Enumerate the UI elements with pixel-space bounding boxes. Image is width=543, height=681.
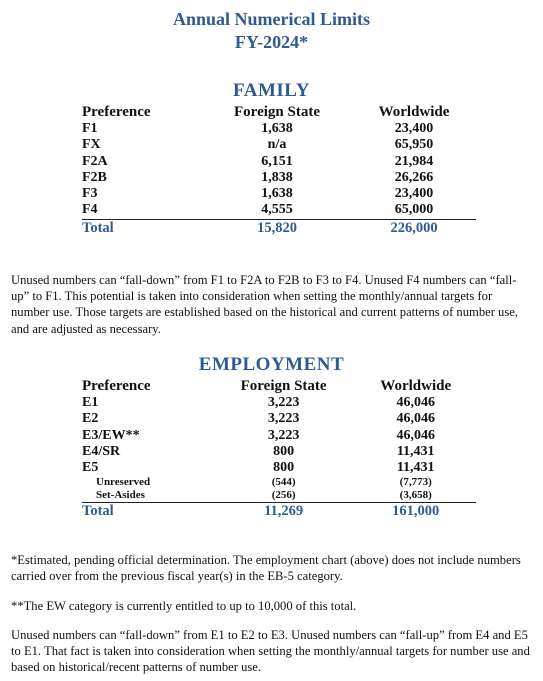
- subrow-foreign-state: (256): [212, 489, 356, 503]
- table-row: [82, 444, 476, 460]
- foreign-state-cell: 3,223: [267, 411, 300, 427]
- column-header: Worldwide: [380, 378, 452, 394]
- table-row: [82, 137, 476, 153]
- preference-cell: F4: [82, 202, 98, 218]
- table-row: [82, 202, 476, 219]
- subrow-label: Set-Asides: [82, 489, 212, 503]
- preference-cell: E1: [82, 395, 99, 410]
- foreign-state-cell: 6,151: [261, 153, 293, 169]
- table-row: [82, 121, 476, 137]
- worldwide-cell: 46,046: [396, 411, 435, 427]
- subrow-worldwide: (7,773): [399, 476, 432, 489]
- subrow-foreign-state: (544): [271, 476, 296, 489]
- page-subtitle: FY-2024*: [234, 32, 309, 52]
- foreign-state-cell: 1,838: [261, 169, 293, 185]
- column-header: Foreign State: [240, 378, 327, 394]
- total-label: Total: [82, 219, 202, 237]
- foreign-state-cell: 1,638: [261, 186, 293, 202]
- table-row: [82, 411, 476, 427]
- foreign-state-cell: 800: [273, 443, 295, 459]
- preference-cell: E2: [82, 411, 99, 427]
- preference-cell: F2A: [82, 153, 108, 169]
- worldwide-cell: 23,400: [394, 186, 434, 202]
- table-row: [82, 395, 476, 411]
- foreign-state-cell: 800: [273, 460, 295, 476]
- table-row: [82, 460, 476, 476]
- table-row: [82, 428, 476, 444]
- column-header: Preference: [82, 378, 151, 394]
- family-table: [82, 104, 476, 237]
- table-subrow: [82, 476, 476, 489]
- preference-cell: E5: [82, 460, 99, 476]
- column-header: Foreign State: [234, 104, 320, 120]
- preference-cell: F2B: [82, 169, 107, 185]
- foreign-state-cell: 4,555: [261, 202, 293, 218]
- worldwide-cell: 65,950: [394, 137, 434, 153]
- worldwide-cell: 11,431: [396, 460, 435, 476]
- subrow-label: Unreserved: [96, 476, 151, 489]
- worldwide-cell: 65,000: [394, 202, 434, 218]
- preference-cell: F3: [82, 186, 98, 202]
- footnote-fall-down: Unused numbers can “fall-down” from E1 to E2 to E3. Unused numbers can “fall-up” from E4 and E5 to E1. That fact is taken into consideration when setting the monthly/annual targets for number use and based on historical/recent patterns of number use.: [11, 628, 530, 675]
- table-header-row: [82, 104, 476, 121]
- footnote-estimated: *Estimated, pending official determination. The employment chart (above) does not include numbers carried over from the previous fiscal year(s) in the EB-5 category.: [11, 553, 521, 584]
- table-header-row: [82, 378, 476, 395]
- table-row: [82, 170, 476, 186]
- worldwide-cell: 26,266: [394, 169, 434, 185]
- table-row: [82, 186, 476, 202]
- total-row: [82, 503, 476, 521]
- foreign-state-cell: n/a: [267, 137, 287, 153]
- foreign-state-cell: 1,638: [261, 121, 293, 136]
- total-foreign-state: 15,820: [202, 219, 352, 237]
- preference-cell: F1: [82, 121, 98, 136]
- worldwide-cell: 23,400: [394, 121, 434, 136]
- preference-cell: E4/SR: [82, 443, 121, 459]
- foreign-state-cell: 3,223: [267, 395, 300, 410]
- worldwide-cell: 11,431: [396, 443, 435, 459]
- employment-table: [82, 378, 476, 520]
- family-note: Unused numbers can “fall-down” from F1 to F2A to F2B to F3 to F4. Unused F4 numbers can “fall-up” to F1. This potential is taken into consideration when setting the monthly/annual targets for number use. Those targets are established based on the historical and current patterns of number use, and are adjusted as necessary.: [11, 273, 518, 336]
- column-header: Preference: [82, 104, 151, 120]
- employment-heading: EMPLOYMENT: [198, 354, 345, 375]
- page-title: Annual Numerical Limits: [172, 9, 370, 29]
- worldwide-cell: 46,046: [396, 395, 435, 410]
- total-row: [82, 219, 476, 237]
- worldwide-cell: 21,984: [394, 153, 434, 169]
- table-row: [82, 154, 476, 170]
- family-heading: FAMILY: [233, 80, 310, 101]
- preference-cell: FX: [82, 137, 101, 153]
- total-worldwide: 226,000: [352, 219, 476, 237]
- total-foreign-state: 11,269: [212, 503, 356, 521]
- footnote-ew: **The EW category is currently entitled to up to 10,000 of this total.: [11, 599, 357, 613]
- total-worldwide: 161,000: [355, 503, 476, 521]
- worldwide-cell: 46,046: [396, 427, 435, 443]
- column-header: Worldwide: [378, 104, 450, 120]
- foreign-state-cell: 3,223: [267, 427, 300, 443]
- preference-cell: E3/EW**: [82, 427, 140, 443]
- subrow-worldwide: (3,658): [355, 489, 476, 503]
- table-subrow: [82, 489, 476, 503]
- total-label: Total: [82, 503, 212, 521]
